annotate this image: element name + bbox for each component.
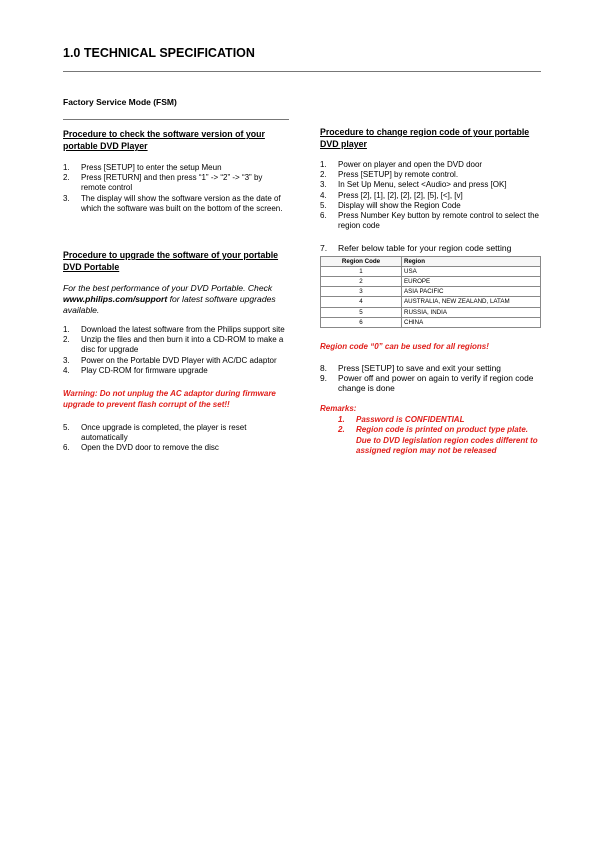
column-header-region-code: Region Code bbox=[321, 256, 402, 266]
column-header-region: Region bbox=[402, 256, 541, 266]
upgrade-intro: For the best performance of your DVD Portable. Check www.philips.com/support for latest software upgrades available. bbox=[63, 283, 276, 315]
list-item: 9. Power off and power on again to verify if region code change is done bbox=[320, 373, 534, 394]
list-item: 6. Press Number Key button by remote control to select the region code bbox=[320, 211, 539, 231]
region-code-section bbox=[320, 126, 542, 457]
table-row bbox=[321, 266, 541, 276]
page-title: 1.0 TECHNICAL SPECIFICATION bbox=[63, 46, 255, 60]
list-item: 5. Once upgrade is completed, the player is reset automatically bbox=[63, 423, 247, 443]
check-version-section bbox=[63, 128, 285, 214]
region-code-cell: 1 bbox=[321, 266, 402, 276]
list-item: 2. Press [RETURN] and then press “1” -> “2” -> “3” by remote control bbox=[63, 173, 263, 193]
list-item: 1. Press [SETUP] to enter the setup Meun bbox=[63, 163, 222, 172]
region-code-table bbox=[320, 256, 541, 328]
list-item: 2. Unzip the files and then burn it into a CD-ROM to make a disc for upgrade bbox=[63, 335, 284, 355]
region-code-step-7 bbox=[320, 243, 542, 253]
list-item: 2. Press [SETUP] by remote control. bbox=[320, 170, 459, 180]
remarks-label: Remarks: bbox=[320, 403, 357, 413]
list-item: 3. Power on the Portable DVD Player with AC/DC adaptor bbox=[63, 355, 277, 365]
region-name-cell: CHINA bbox=[402, 317, 541, 327]
check-version-heading: Procedure to check the software version of your portable DVD Player bbox=[63, 129, 265, 151]
region-name-cell: EUROPE bbox=[402, 277, 541, 287]
upgrade-steps-continued bbox=[63, 423, 285, 454]
fsm-divider bbox=[63, 119, 289, 120]
upgrade-warning: Warning: Do not unplug the AC adaptor during firmware upgrade to prevent flash corrupt of the set!! bbox=[63, 389, 276, 410]
table-header-row bbox=[321, 256, 541, 266]
list-item: 8. Press [SETUP] to save and exit your setting bbox=[320, 362, 501, 373]
table-row bbox=[321, 297, 541, 307]
remarks-list bbox=[338, 415, 538, 457]
region-code-cell: 5 bbox=[321, 307, 402, 317]
list-item: 2. Region code is printed on product type plate. Due to DVD legislation region codes different to assigned region may not be released bbox=[338, 425, 538, 456]
list-item: 1. Download the latest software from the Philips support site bbox=[63, 325, 285, 334]
list-item: 6. Open the DVD door to remove the disc bbox=[63, 443, 219, 453]
region-name-cell: ASIA PACIFIC bbox=[402, 287, 541, 297]
region-code-steps bbox=[320, 160, 542, 231]
list-item: 5. Display will show the Region Code bbox=[320, 200, 461, 210]
upgrade-section bbox=[63, 249, 285, 454]
list-item: 3. In Set Up Menu, select <Audio> and press [OK] bbox=[320, 180, 507, 190]
support-link[interactable]: www.philips.com/support bbox=[63, 294, 168, 304]
table-row bbox=[321, 307, 541, 317]
fsm-section-title: Factory Service Mode (FSM) bbox=[63, 97, 177, 107]
region-name-cell: RUSSIA, INDIA bbox=[402, 307, 541, 317]
list-item: 4. Press [2], [1], [2], [2], [2], [5], [<], [v] bbox=[320, 190, 463, 200]
table-row bbox=[321, 287, 541, 297]
region-name-cell: USA bbox=[402, 266, 541, 276]
list-item: 4. Play CD-ROM for firmware upgrade bbox=[63, 365, 208, 375]
table-row bbox=[321, 317, 541, 327]
list-item: 1. Power on player and open the DVD door bbox=[320, 160, 483, 169]
list-item: 7. Refer below table for your region code setting bbox=[320, 243, 512, 254]
region-code-cell: 4 bbox=[321, 297, 402, 307]
region-code-steps-continued bbox=[320, 363, 542, 394]
list-item: 1. Password is CONFIDENTIAL bbox=[338, 414, 465, 424]
region-code-cell: 3 bbox=[321, 287, 402, 297]
region-code-cell: 6 bbox=[321, 317, 402, 327]
region-code-note: Region code “0” can be used for all regions! bbox=[320, 341, 489, 351]
list-item: 3. The display will show the software version as the date of which the software was built on the bottom of the screen. bbox=[63, 193, 283, 213]
region-name-cell: AUSTRALIA, NEW ZEALAND, LATAM bbox=[402, 297, 541, 307]
upgrade-steps bbox=[63, 325, 285, 376]
title-divider bbox=[63, 71, 541, 72]
check-version-steps bbox=[63, 163, 285, 214]
region-code-cell: 2 bbox=[321, 277, 402, 287]
upgrade-heading: Procedure to upgrade the software of your portable DVD Portable bbox=[63, 250, 279, 272]
region-code-heading: Procedure to change region code of your portable DVD player bbox=[320, 127, 530, 149]
table-row bbox=[321, 277, 541, 287]
